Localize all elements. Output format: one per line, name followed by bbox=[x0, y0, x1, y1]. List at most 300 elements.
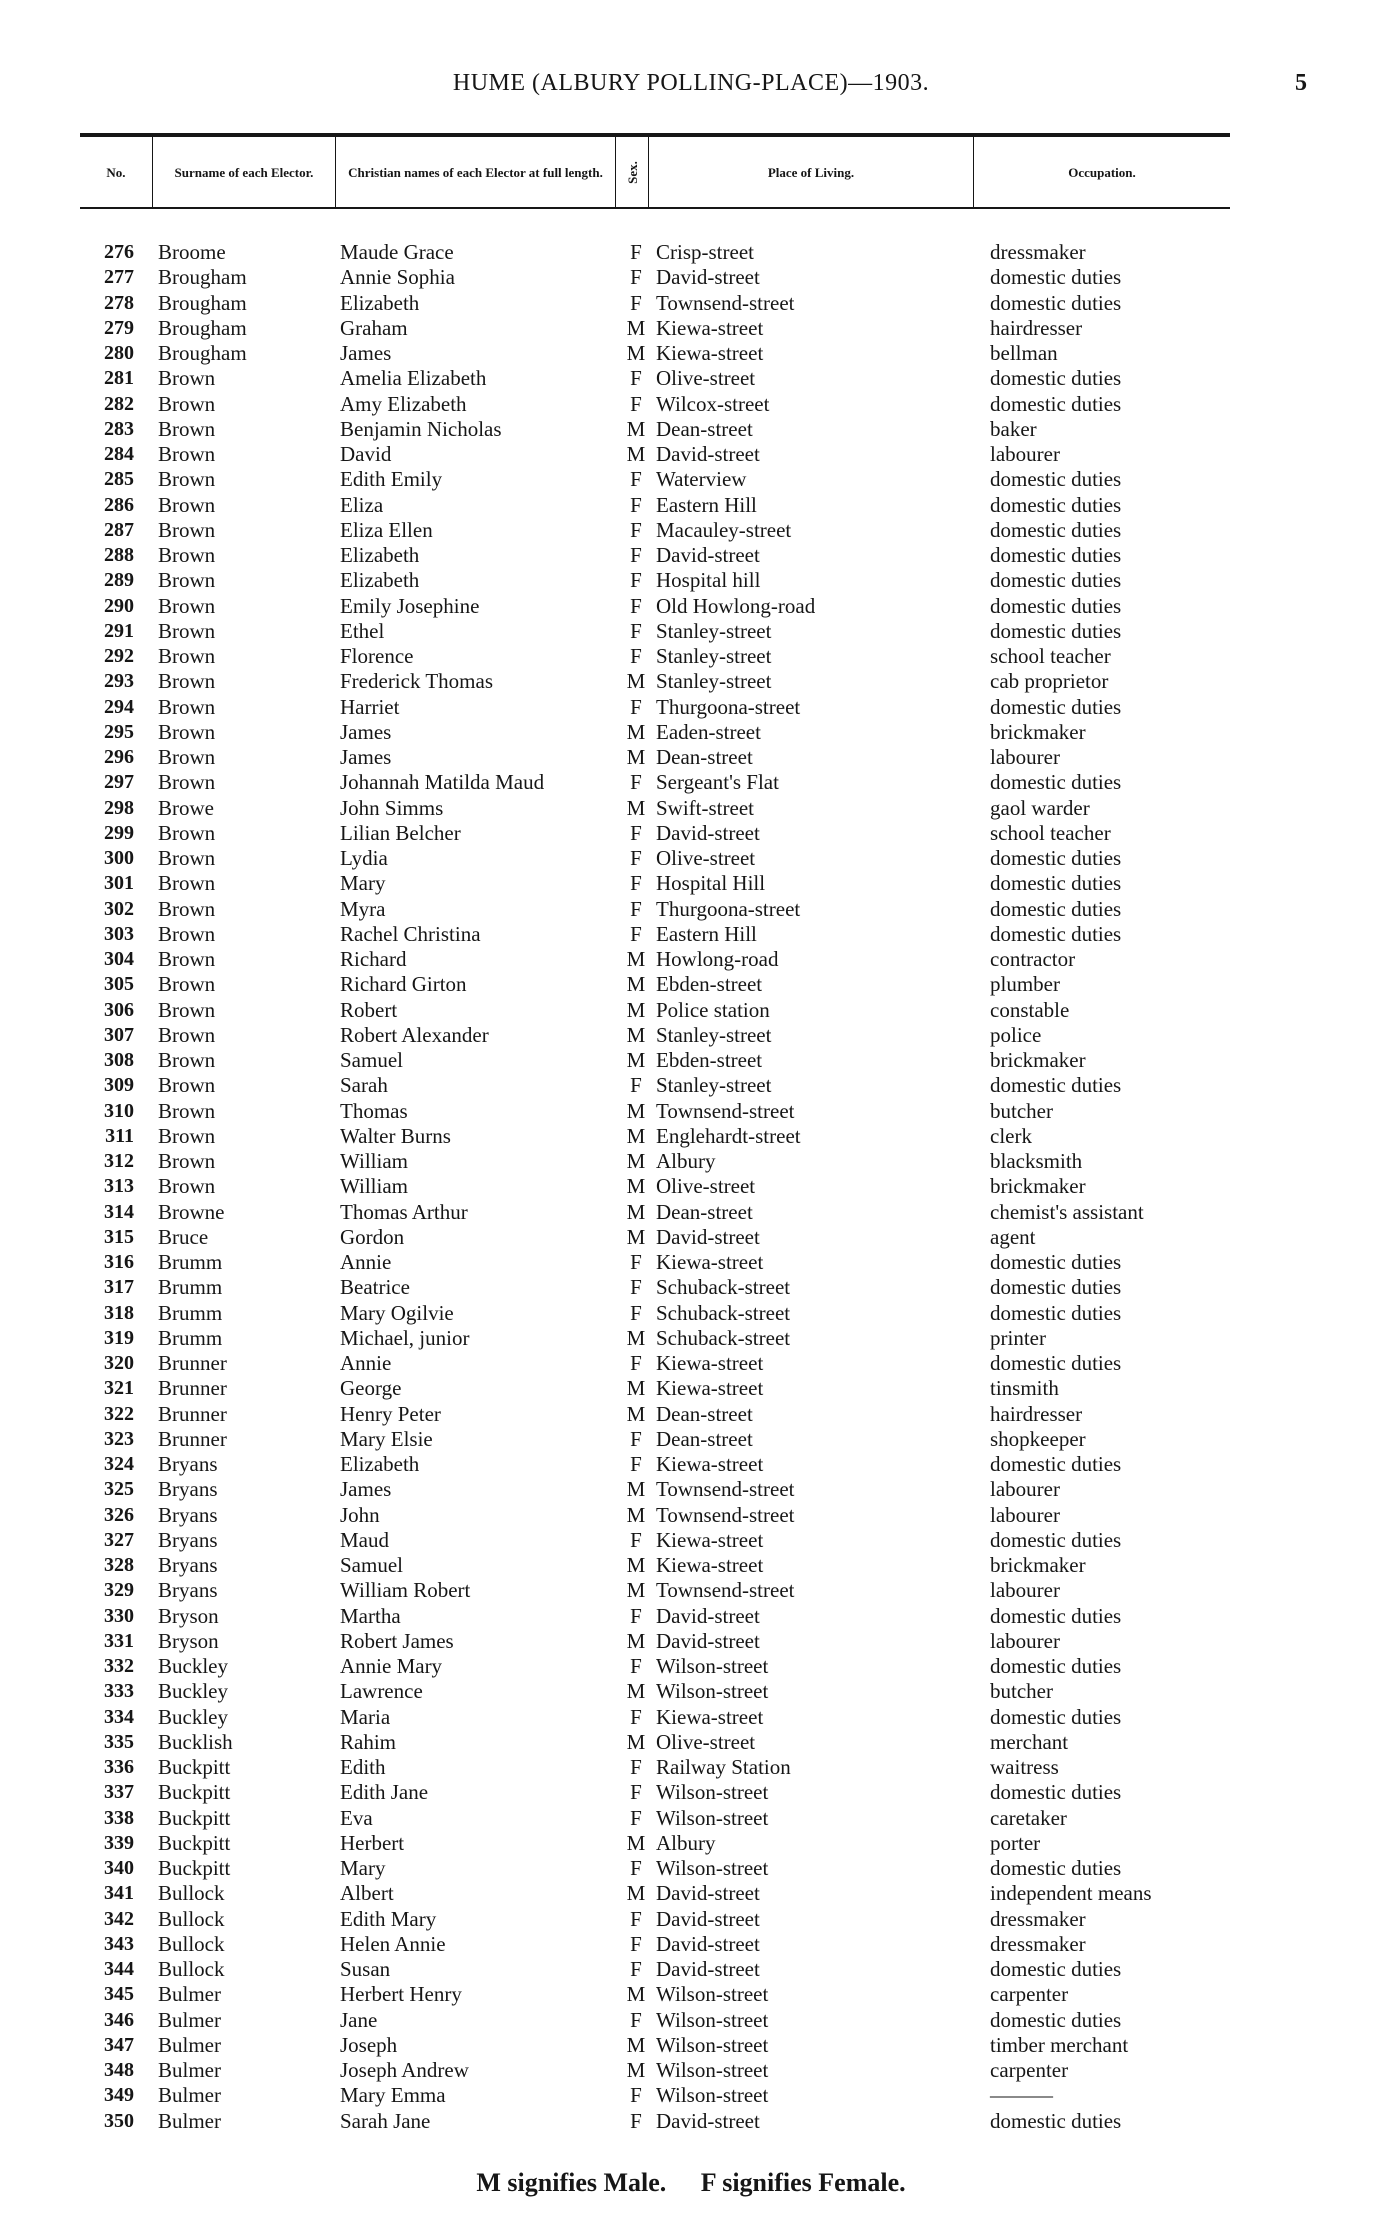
table-row bbox=[0, 1048, 1382, 1073]
table-row bbox=[0, 2058, 1382, 2083]
elector-sex: F bbox=[630, 694, 642, 719]
table-row bbox=[0, 1200, 1382, 1225]
elector-number: 292 bbox=[104, 645, 134, 667]
elector-number: 346 bbox=[104, 2008, 134, 2031]
elector-place-of-living: Olive-street bbox=[656, 1174, 756, 1199]
elector-number: 298 bbox=[104, 796, 134, 819]
elector-sex: M bbox=[626, 1048, 646, 1072]
elector-place-of-living: Olive-street bbox=[656, 366, 756, 391]
elector-sex: M bbox=[626, 1376, 646, 1401]
table-row bbox=[0, 1427, 1382, 1452]
elector-occupation: domestic duties bbox=[990, 1654, 1122, 1678]
elector-place-of-living: Townsend-street bbox=[656, 1477, 795, 1502]
column-header-no: No. bbox=[80, 137, 153, 207]
elector-christian-names: Lilian Belcher bbox=[340, 820, 461, 845]
table-row bbox=[0, 1780, 1382, 1805]
elector-sex: M bbox=[626, 1123, 646, 1148]
table-row bbox=[0, 1503, 1382, 1528]
elector-place-of-living: Kiewa-street bbox=[656, 1250, 764, 1274]
elector-occupation: domestic duties bbox=[990, 770, 1122, 795]
elector-place-of-living: Ebden-street bbox=[656, 1048, 763, 1072]
elector-place-of-living: Wilson-street bbox=[656, 2058, 769, 2082]
elector-number: 313 bbox=[104, 1175, 134, 1198]
elector-number: 276 bbox=[104, 241, 134, 263]
table-row bbox=[0, 922, 1382, 947]
elector-occupation: domestic duties bbox=[990, 1452, 1122, 1476]
elector-sex: M bbox=[626, 719, 646, 744]
elector-sex: F bbox=[630, 1780, 642, 1805]
elector-place-of-living: Kiewa-street bbox=[656, 341, 764, 365]
column-header-christian-names: Christian names of each Elector at full length. bbox=[336, 137, 616, 207]
elector-place-of-living: Wilson-street bbox=[656, 1982, 769, 2007]
elector-place-of-living: Stanley-street bbox=[656, 618, 772, 643]
elector-surname: Bryans bbox=[158, 1452, 218, 1476]
elector-sex: M bbox=[626, 341, 646, 365]
elector-number: 301 bbox=[104, 872, 134, 895]
elector-christian-names: Robert James bbox=[340, 1628, 454, 1653]
table-row bbox=[0, 770, 1382, 795]
elector-surname: Brougham bbox=[158, 290, 247, 315]
elector-sex: F bbox=[630, 2007, 642, 2032]
elector-surname: Brunner bbox=[158, 1401, 227, 1426]
elector-christian-names: Maud bbox=[340, 1527, 389, 1552]
elector-sex: F bbox=[630, 492, 642, 517]
elector-sex: M bbox=[626, 1628, 646, 1653]
column-headers bbox=[80, 137, 1230, 207]
elector-christian-names: Johannah Matilda Maud bbox=[340, 770, 545, 795]
elector-number: 349 bbox=[104, 2084, 134, 2107]
elector-occupation: domestic duties bbox=[990, 391, 1122, 416]
elector-place-of-living: Kiewa-street bbox=[656, 1351, 764, 1375]
elector-christian-names: Elizabeth bbox=[340, 1452, 420, 1476]
page-title: HUME (ALBURY POLLING-PLACE)—1903. bbox=[452, 70, 930, 96]
table-row bbox=[0, 1654, 1382, 1679]
elector-christian-names: Jane bbox=[340, 2007, 378, 2032]
elector-number: 294 bbox=[104, 695, 134, 718]
table-row bbox=[0, 1679, 1382, 1704]
table-row bbox=[0, 745, 1382, 770]
table-row bbox=[0, 543, 1382, 568]
table-row bbox=[0, 568, 1382, 593]
elector-christian-names: Joseph bbox=[340, 2032, 398, 2057]
elector-number: 341 bbox=[104, 1882, 134, 1905]
elector-sex: M bbox=[626, 947, 646, 971]
elector-christian-names: Joseph Andrew bbox=[340, 2058, 469, 2082]
elector-place-of-living: Thurgoona-street bbox=[656, 896, 801, 921]
elector-surname: Buckpitt bbox=[158, 1780, 231, 1805]
elector-christian-names: Mary Emma bbox=[340, 2083, 446, 2108]
elector-occupation: waitress bbox=[990, 1755, 1059, 1779]
elector-surname: Buckley bbox=[158, 1679, 228, 1704]
table-row bbox=[0, 1023, 1382, 1048]
elector-christian-names: Gordon bbox=[340, 1224, 405, 1249]
elector-occupation: ——— bbox=[990, 2083, 1053, 2108]
elector-christian-names: Helen Annie bbox=[340, 1931, 446, 1956]
elector-surname: Brown bbox=[158, 947, 216, 971]
elector-number: 334 bbox=[104, 1705, 134, 1728]
elector-christian-names: Amelia Elizabeth bbox=[340, 366, 487, 391]
elector-christian-names: William bbox=[340, 1174, 408, 1199]
elector-number: 340 bbox=[104, 1857, 134, 1879]
elector-occupation: chemist's assistant bbox=[990, 1199, 1144, 1224]
elector-christian-names: Maude Grace bbox=[340, 240, 454, 264]
elector-number: 288 bbox=[104, 544, 134, 566]
column-header-occupation: Occupation. bbox=[1068, 164, 1136, 180]
elector-place-of-living: David-street bbox=[656, 1957, 760, 1981]
elector-place-of-living: Old Howlong-road bbox=[656, 593, 816, 618]
elector-surname: Bullock bbox=[158, 1881, 225, 1906]
elector-sex: M bbox=[626, 442, 646, 466]
elector-place-of-living: Dean-street bbox=[656, 745, 753, 769]
elector-sex: F bbox=[630, 1856, 642, 1880]
elector-christian-names: Edith Mary bbox=[340, 1906, 437, 1931]
elector-sex: F bbox=[630, 517, 642, 542]
elector-occupation: brickmaker bbox=[990, 1553, 1086, 1577]
elector-number: 320 bbox=[104, 1352, 134, 1374]
elector-number: 281 bbox=[104, 367, 134, 390]
table-row bbox=[0, 1578, 1382, 1603]
elector-place-of-living: Townsend-street bbox=[656, 1098, 795, 1123]
elector-sex: F bbox=[630, 1426, 642, 1451]
elector-christian-names: Eliza bbox=[340, 492, 384, 517]
elector-number: 309 bbox=[104, 1074, 134, 1097]
table-row bbox=[0, 720, 1382, 745]
elector-place-of-living: Stanley-street bbox=[656, 1073, 772, 1098]
elector-occupation: domestic duties bbox=[990, 593, 1122, 618]
elector-number: 327 bbox=[104, 1528, 134, 1551]
elector-christian-names: Michael, junior bbox=[340, 1325, 470, 1350]
elector-christian-names: Annie bbox=[340, 1351, 392, 1375]
elector-number: 342 bbox=[104, 1907, 134, 1930]
elector-surname: Brown bbox=[158, 568, 216, 593]
elector-occupation: domestic duties bbox=[990, 543, 1122, 567]
elector-christian-names: Thomas Arthur bbox=[340, 1199, 468, 1224]
elector-place-of-living: Howlong-road bbox=[656, 947, 779, 971]
elector-place-of-living: Police station bbox=[656, 997, 770, 1022]
table-row bbox=[0, 846, 1382, 871]
elector-surname: Brown bbox=[158, 1073, 216, 1098]
elector-sex: M bbox=[626, 315, 646, 340]
elector-place-of-living: Olive-street bbox=[656, 846, 756, 870]
elector-occupation: brickmaker bbox=[990, 1174, 1086, 1199]
elector-number: 321 bbox=[104, 1377, 134, 1400]
elector-occupation: dressmaker bbox=[990, 240, 1086, 264]
elector-sex: F bbox=[630, 1957, 642, 1981]
elector-christian-names: Beatrice bbox=[340, 1275, 410, 1300]
elector-sex: M bbox=[626, 795, 646, 820]
elector-christian-names: Edith Emily bbox=[340, 467, 443, 492]
elector-christian-names: Elizabeth bbox=[340, 568, 420, 593]
elector-occupation: constable bbox=[990, 997, 1070, 1022]
table-row bbox=[0, 594, 1382, 619]
elector-surname: Brougham bbox=[158, 265, 247, 290]
elector-christian-names: Herbert bbox=[340, 1830, 405, 1855]
elector-place-of-living: Kiewa-street bbox=[656, 1376, 764, 1401]
elector-occupation: printer bbox=[990, 1325, 1046, 1350]
elector-place-of-living: Kiewa-street bbox=[656, 1553, 764, 1577]
elector-place-of-living: Dean-street bbox=[656, 416, 753, 441]
elector-christian-names: Eliza Ellen bbox=[340, 517, 433, 542]
elector-number: 296 bbox=[104, 746, 134, 768]
elector-christian-names: Emily Josephine bbox=[340, 593, 480, 618]
elector-occupation: porter bbox=[990, 1830, 1041, 1855]
elector-occupation: dressmaker bbox=[990, 1931, 1086, 1956]
elector-surname: Buckpitt bbox=[158, 1830, 231, 1855]
elector-surname: Bryans bbox=[158, 1502, 218, 1527]
elector-sex: M bbox=[626, 1502, 646, 1527]
elector-place-of-living: David-street bbox=[656, 1906, 760, 1931]
elector-christian-names: Graham bbox=[340, 315, 408, 340]
elector-occupation: domestic duties bbox=[990, 2108, 1122, 2133]
elector-occupation: clerk bbox=[990, 1123, 1032, 1148]
elector-number: 344 bbox=[104, 1958, 134, 1980]
table-row bbox=[0, 1629, 1382, 1654]
elector-sex: F bbox=[630, 467, 642, 492]
elector-surname: Bryans bbox=[158, 1553, 218, 1577]
elector-sex: F bbox=[630, 896, 642, 921]
elector-number: 284 bbox=[104, 443, 134, 465]
elector-occupation: dressmaker bbox=[990, 1906, 1086, 1931]
elector-surname: Bruce bbox=[158, 1224, 209, 1249]
elector-christian-names: Eva bbox=[340, 1805, 373, 1830]
elector-sex: F bbox=[630, 568, 642, 593]
table-row bbox=[0, 947, 1382, 972]
elector-christian-names: Amy Elizabeth bbox=[340, 391, 467, 416]
elector-sex: M bbox=[626, 745, 646, 769]
elector-sex: F bbox=[630, 770, 642, 795]
elector-number: 303 bbox=[104, 922, 134, 945]
elector-christian-names: Myra bbox=[340, 896, 386, 921]
elector-occupation: domestic duties bbox=[990, 1073, 1122, 1098]
elector-sex: F bbox=[630, 1704, 642, 1729]
elector-surname: Broome bbox=[158, 240, 226, 264]
elector-occupation: bellman bbox=[990, 341, 1058, 365]
elector-surname: Bullock bbox=[158, 1931, 225, 1956]
table-row bbox=[0, 1124, 1382, 1149]
elector-sex: F bbox=[630, 1275, 642, 1300]
elector-sex: F bbox=[630, 1931, 642, 1956]
elector-surname: Brown bbox=[158, 618, 216, 643]
table-row bbox=[0, 240, 1382, 265]
elector-christian-names: William Robert bbox=[340, 1578, 471, 1603]
elector-number: 323 bbox=[104, 1427, 134, 1450]
elector-number: 332 bbox=[104, 1655, 134, 1677]
elector-christian-names: Samuel bbox=[340, 1048, 403, 1072]
elector-number: 317 bbox=[104, 1276, 134, 1299]
elector-place-of-living: Wilson-street bbox=[656, 1856, 769, 1880]
elector-occupation: domestic duties bbox=[990, 1250, 1122, 1274]
elector-sex: F bbox=[630, 1805, 642, 1830]
elector-christian-names: Rachel Christina bbox=[340, 921, 481, 946]
elector-number: 345 bbox=[104, 1983, 134, 2006]
elector-sex: M bbox=[626, 997, 646, 1022]
elector-occupation: labourer bbox=[990, 1628, 1060, 1653]
elector-sex: M bbox=[626, 2058, 646, 2082]
elector-sex: F bbox=[630, 1351, 642, 1375]
elector-number: 297 bbox=[104, 771, 134, 794]
elector-place-of-living: Railway Station bbox=[656, 1755, 791, 1779]
elector-occupation: domestic duties bbox=[990, 1780, 1122, 1805]
elector-number: 336 bbox=[104, 1756, 134, 1778]
elector-place-of-living: Olive-street bbox=[656, 1729, 756, 1754]
elector-sex: M bbox=[626, 1982, 646, 2007]
elector-sex: M bbox=[626, 1881, 646, 1906]
elector-occupation: domestic duties bbox=[990, 694, 1122, 719]
elector-occupation: domestic duties bbox=[990, 618, 1122, 643]
elector-occupation: plumber bbox=[990, 972, 1060, 997]
elector-christian-names: Herbert Henry bbox=[340, 1982, 462, 2007]
elector-place-of-living: David-street bbox=[656, 1224, 760, 1249]
elector-christian-names: James bbox=[340, 745, 392, 769]
elector-place-of-living: Hospital hill bbox=[656, 568, 761, 593]
elector-number: 338 bbox=[104, 1806, 134, 1829]
elector-number: 319 bbox=[104, 1326, 134, 1349]
elector-surname: Brown bbox=[158, 972, 216, 997]
elector-place-of-living: Schuback-street bbox=[656, 1275, 791, 1300]
elector-sex: M bbox=[626, 2032, 646, 2057]
elector-occupation: domestic duties bbox=[990, 2007, 1122, 2032]
elector-sex: M bbox=[626, 1098, 646, 1123]
elector-christian-names: William bbox=[340, 1149, 408, 1173]
elector-christian-names: Thomas bbox=[340, 1098, 408, 1123]
elector-place-of-living: Kiewa-street bbox=[656, 315, 764, 340]
elector-number: 318 bbox=[104, 1301, 134, 1324]
elector-place-of-living: Hospital Hill bbox=[656, 871, 766, 896]
table-row bbox=[0, 1604, 1382, 1629]
column-header-sex bbox=[616, 137, 649, 207]
elector-place-of-living: Dean-street bbox=[656, 1199, 753, 1224]
elector-surname: Brown bbox=[158, 1048, 216, 1072]
elector-place-of-living: Schuback-street bbox=[656, 1300, 791, 1325]
table-row bbox=[0, 1351, 1382, 1376]
elector-sex: M bbox=[626, 972, 646, 997]
elector-number: 282 bbox=[104, 392, 134, 415]
table-row bbox=[0, 1856, 1382, 1881]
elector-place-of-living: Wilson-street bbox=[656, 1780, 769, 1805]
elector-number: 286 bbox=[104, 493, 134, 516]
elector-number: 283 bbox=[104, 417, 134, 440]
elector-surname: Brown bbox=[158, 517, 216, 542]
elector-place-of-living: Wilson-street bbox=[656, 1654, 769, 1678]
elector-surname: Brown bbox=[158, 1174, 216, 1199]
elector-christian-names: Annie Sophia bbox=[340, 265, 455, 290]
elector-occupation: domestic duties bbox=[990, 1957, 1122, 1981]
elector-sex: M bbox=[626, 1325, 646, 1350]
table-row bbox=[0, 1301, 1382, 1326]
elector-sex: F bbox=[630, 1527, 642, 1552]
elector-place-of-living: David-street bbox=[656, 1603, 760, 1628]
table-row bbox=[0, 1402, 1382, 1427]
elector-occupation: domestic duties bbox=[990, 871, 1122, 896]
elector-place-of-living: David-street bbox=[656, 2108, 760, 2133]
elector-number: 315 bbox=[104, 1225, 134, 1248]
elector-sex: F bbox=[630, 644, 642, 668]
elector-christian-names: Edith Jane bbox=[340, 1780, 429, 1805]
elector-surname: Brown bbox=[158, 391, 216, 416]
elector-sex: M bbox=[626, 1729, 646, 1754]
elector-christian-names: Robert Alexander bbox=[340, 1022, 489, 1047]
elector-surname: Brown bbox=[158, 644, 216, 668]
elector-sex: M bbox=[626, 1224, 646, 1249]
elector-surname: Bulmer bbox=[158, 2032, 221, 2057]
elector-christian-names: Mary Ogilvie bbox=[340, 1300, 454, 1325]
elector-number: 293 bbox=[104, 670, 134, 693]
table-row bbox=[0, 366, 1382, 391]
elector-sex: F bbox=[630, 1073, 642, 1098]
elector-number: 343 bbox=[104, 1932, 134, 1955]
elector-place-of-living: Eastern Hill bbox=[656, 492, 757, 517]
elector-place-of-living: Dean-street bbox=[656, 1426, 753, 1451]
elector-number: 287 bbox=[104, 518, 134, 541]
elector-surname: Brown bbox=[158, 896, 216, 921]
elector-christian-names: Florence bbox=[340, 644, 414, 668]
elector-occupation: domestic duties bbox=[990, 517, 1122, 542]
elector-christian-names: John Simms bbox=[340, 795, 444, 820]
elector-place-of-living: David-street bbox=[656, 1931, 760, 1956]
elector-christian-names: Annie Mary bbox=[340, 1654, 443, 1678]
elector-surname: Brown bbox=[158, 366, 216, 391]
elector-place-of-living: Eaden-street bbox=[656, 719, 761, 744]
elector-surname: Bryans bbox=[158, 1477, 218, 1502]
elector-surname: Brown bbox=[158, 442, 216, 466]
elector-christian-names: Mary bbox=[340, 871, 386, 896]
elector-number: 330 bbox=[104, 1604, 134, 1627]
elector-christian-names: Lawrence bbox=[340, 1679, 423, 1704]
elector-surname: Brown bbox=[158, 1123, 216, 1148]
elector-number: 325 bbox=[104, 1478, 134, 1501]
elector-number: 290 bbox=[104, 594, 134, 617]
elector-place-of-living: Wilson-street bbox=[656, 2032, 769, 2057]
elector-surname: Brumm bbox=[158, 1275, 223, 1300]
table-row bbox=[0, 1174, 1382, 1199]
elector-christian-names: Richard Girton bbox=[340, 972, 467, 997]
elector-occupation: domestic duties bbox=[990, 265, 1122, 290]
elector-place-of-living: Englehardt-street bbox=[656, 1123, 801, 1148]
table-row bbox=[0, 821, 1382, 846]
table-row bbox=[0, 1831, 1382, 1856]
table-row bbox=[0, 796, 1382, 821]
elector-sex: F bbox=[630, 820, 642, 845]
elector-occupation: domestic duties bbox=[990, 1856, 1122, 1880]
elector-surname: Bucklish bbox=[158, 1729, 233, 1754]
elector-christian-names: Richard bbox=[340, 947, 407, 971]
elector-sex: F bbox=[630, 1603, 642, 1628]
elector-place-of-living: David-street bbox=[656, 543, 760, 567]
elector-occupation: domestic duties bbox=[990, 1351, 1122, 1375]
table-row bbox=[0, 316, 1382, 341]
elector-occupation: gaol warder bbox=[990, 795, 1090, 820]
elector-surname: Bryson bbox=[158, 1603, 219, 1628]
elector-occupation: labourer bbox=[990, 442, 1060, 466]
elector-place-of-living: Stanley-street bbox=[656, 644, 772, 668]
elector-place-of-living: Eastern Hill bbox=[656, 921, 757, 946]
elector-place-of-living: Thurgoona-street bbox=[656, 694, 801, 719]
elector-number: 339 bbox=[104, 1831, 134, 1854]
elector-number: 295 bbox=[104, 720, 134, 743]
elector-occupation: baker bbox=[990, 416, 1037, 441]
elector-christian-names: Walter Burns bbox=[340, 1123, 451, 1148]
table-row bbox=[0, 1073, 1382, 1098]
elector-sex: M bbox=[626, 1022, 646, 1047]
elector-occupation: domestic duties bbox=[990, 568, 1122, 593]
elector-number: 311 bbox=[105, 1124, 134, 1147]
elector-surname: Brown bbox=[158, 467, 216, 492]
elector-christian-names: Ethel bbox=[340, 618, 385, 643]
page-number: 5 bbox=[1295, 70, 1307, 96]
elector-number: 289 bbox=[104, 569, 134, 592]
elector-occupation: labourer bbox=[990, 1477, 1060, 1502]
elector-place-of-living: Macauley-street bbox=[656, 517, 792, 542]
